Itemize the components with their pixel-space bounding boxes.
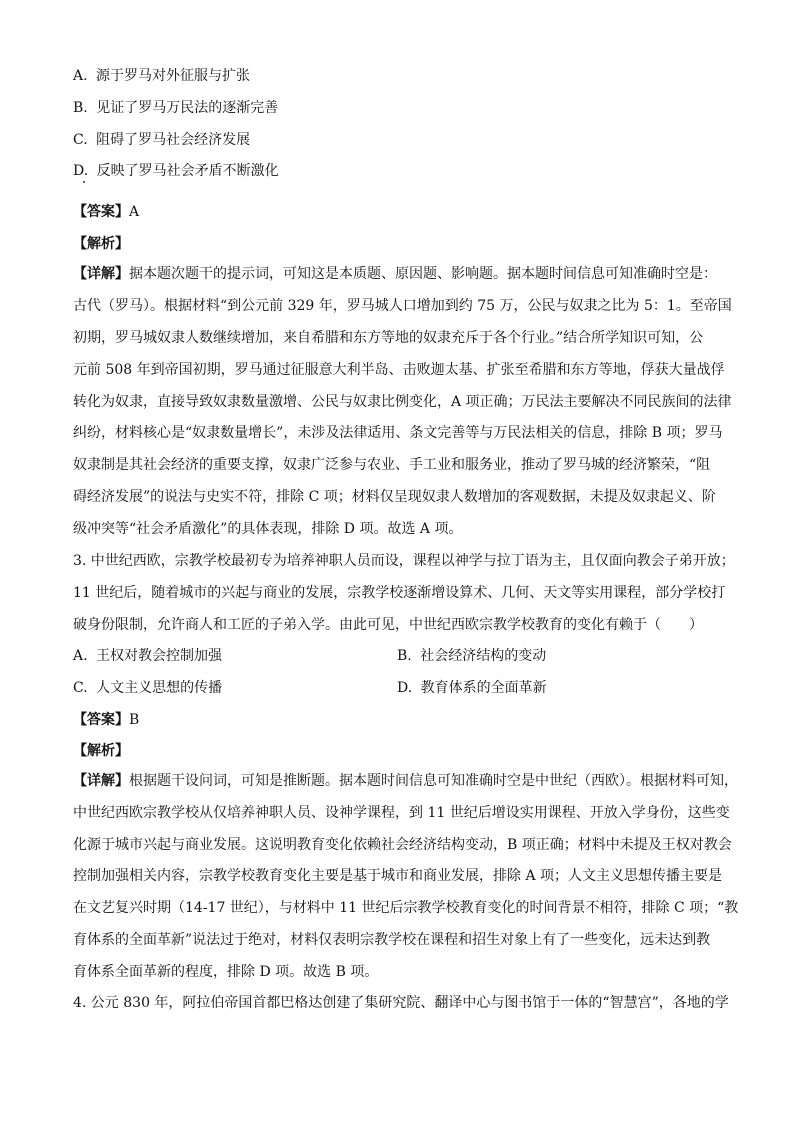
q3-detail-line: 在文艺复兴时期（14-17 世纪），与材料中 11 世纪后宗教学校教育变化的时间背景不相符，排除 C 项；“教 [73,900,739,916]
q3-option-b [397,646,546,666]
q2-option-b [73,98,278,118]
q3-detail-line: 育体系全面革新的程度，排除 D 项。故选 B 项。 [73,964,379,980]
q2-analysis-tag: 【解析】 [73,236,129,252]
option-text: 见证了罗马万民法的逐渐完善 [96,100,279,116]
option-text: 源于罗马对外征服与扩张 [96,68,251,84]
q4-stem-line: 4. 公元 830 年，阿拉伯帝国首都巴格达创建了集研究院、翻译中心与图书馆于一体的“智慧宫”，各地的学 [73,995,729,1011]
option-letter: C. [73,680,88,696]
q2-detail-line: 转化为奴隶，直接导致奴隶数量激增、公民与奴隶比例变化，A 项正确；万民法主要解决不同民族间的法律 [73,394,732,410]
stray-dot [83,181,85,183]
q2-detail-line: 级冲突等“社会矛盾激化”的具体表现，排除 D 项。故选 A 项。 [73,521,463,537]
option-text: 阻碍了罗马社会经济发展 [96,132,251,148]
option-letter: C. [73,132,88,148]
q3-stem-line: 11 世纪后，随着城市的兴起与商业的发展，宗教学校逐渐增设算术、几何、天文等实用课程，部分学校打 [73,585,726,601]
q2-detail-line-1 [73,264,717,284]
option-letter: A. [73,68,88,84]
q3-option-d [397,678,547,698]
answer-value: A [129,204,140,220]
q2-detail-line: 元前 508 年到帝国初期，罗马通过征服意大利半岛、击败迦太基、扩张至希腊和东方等地，俘获大量战俘 [73,362,725,378]
answer-value: B [129,712,140,728]
q2-detail-line: 初期，罗马城奴隶人数继续增加，来自希腊和东方等地的奴隶充斥于各个行业。”结合所学知识可知，公 [73,330,704,346]
q3-detail-line: 育体系的全面革新”说法过于绝对，材料仅表明宗教学校在课程和招生对象上有了一些变化，远未达到教 [73,932,711,948]
q2-answer [73,202,139,222]
answer-tag: 【答案】 [73,712,129,728]
detail-text: 据本题次题干的提示词，可知这是本质题、原因题、影响题。据本题时间信息可知准确时空是： [129,266,717,282]
q2-option-a [73,66,250,86]
q3-option-a [73,646,222,666]
q3-answer [73,710,139,730]
q3-stem-line: 破身份限制，允许商人和工匠的子弟入学。由此可见，中世纪西欧宗教学校教育的变化有赖于（ ） [73,617,703,633]
option-letter: B. [73,100,88,116]
q2-option-d [73,161,279,181]
q3-stem-line: 3. 中世纪西欧，宗教学校最初专为培养神职人员而设，课程以神学与拉丁语为主，且仅面向教会子弟开放； [73,553,735,569]
q3-detail-line-1 [73,771,738,791]
option-text: 社会经济结构的变动 [420,648,547,664]
detail-tag: 【详解】 [73,266,129,282]
option-text: 反映了罗马社会矛盾不断激化 [96,163,279,179]
answer-tag: 【答案】 [73,204,129,220]
option-letter: D. [73,163,89,179]
option-letter: A. [73,648,88,664]
option-text: 教育体系的全面革新 [420,680,547,696]
option-text: 王权对教会控制加强 [96,648,223,664]
q3-option-c [73,678,222,698]
q2-detail-line: 碍经济发展”的说法与史实不符，排除 C 项；材料仅呈现奴隶人数增加的客观数据，未提及奴隶起义、阶 [73,489,716,505]
option-letter: B. [397,648,412,664]
q3-detail-line: 化源于城市兴起与商业发展。这说明教育变化依赖社会经济结构变动，B 项正确；材料中未提及王权对教会 [73,837,732,853]
option-letter: D. [397,680,413,696]
option-text: 人文主义思想的传播 [96,680,223,696]
q3-analysis-tag: 【解析】 [73,743,129,759]
q3-detail-line: 中世纪西欧宗教学校从仅培养神职人员、设神学课程，到 11 世纪后增设实用课程、开放入学身份，这些变 [73,805,730,821]
detail-text: 根据题干设问词，可知是推断题。据本题时间信息可知准确时空是中世纪（西欧）。根据材料可知， [129,773,738,789]
q2-detail-line: 纠纷，材料核心是“奴隶数量增长”，未涉及法律适用、条文完善等与万民法相关的信息，排除 B 项；罗马 [73,425,723,441]
detail-tag: 【详解】 [73,773,129,789]
q3-detail-line: 控制加强相关内容，宗教学校教育变化主要是基于城市和商业发展，排除 A 项；人文主义思想传播主要是 [73,868,723,884]
q2-option-c [73,130,250,150]
q2-detail-line: 奴隶制是其社会经济的重要支撑，奴隶广泛参与农业、手工业和服务业，推动了罗马城的经济繁荣，“阻 [73,457,711,473]
q2-detail-line: 古代（罗马）。根据材料“到公元前 329 年，罗马城人口增加到约 75 万，公民与奴隶之比为 5：1。至帝国 [73,298,732,314]
